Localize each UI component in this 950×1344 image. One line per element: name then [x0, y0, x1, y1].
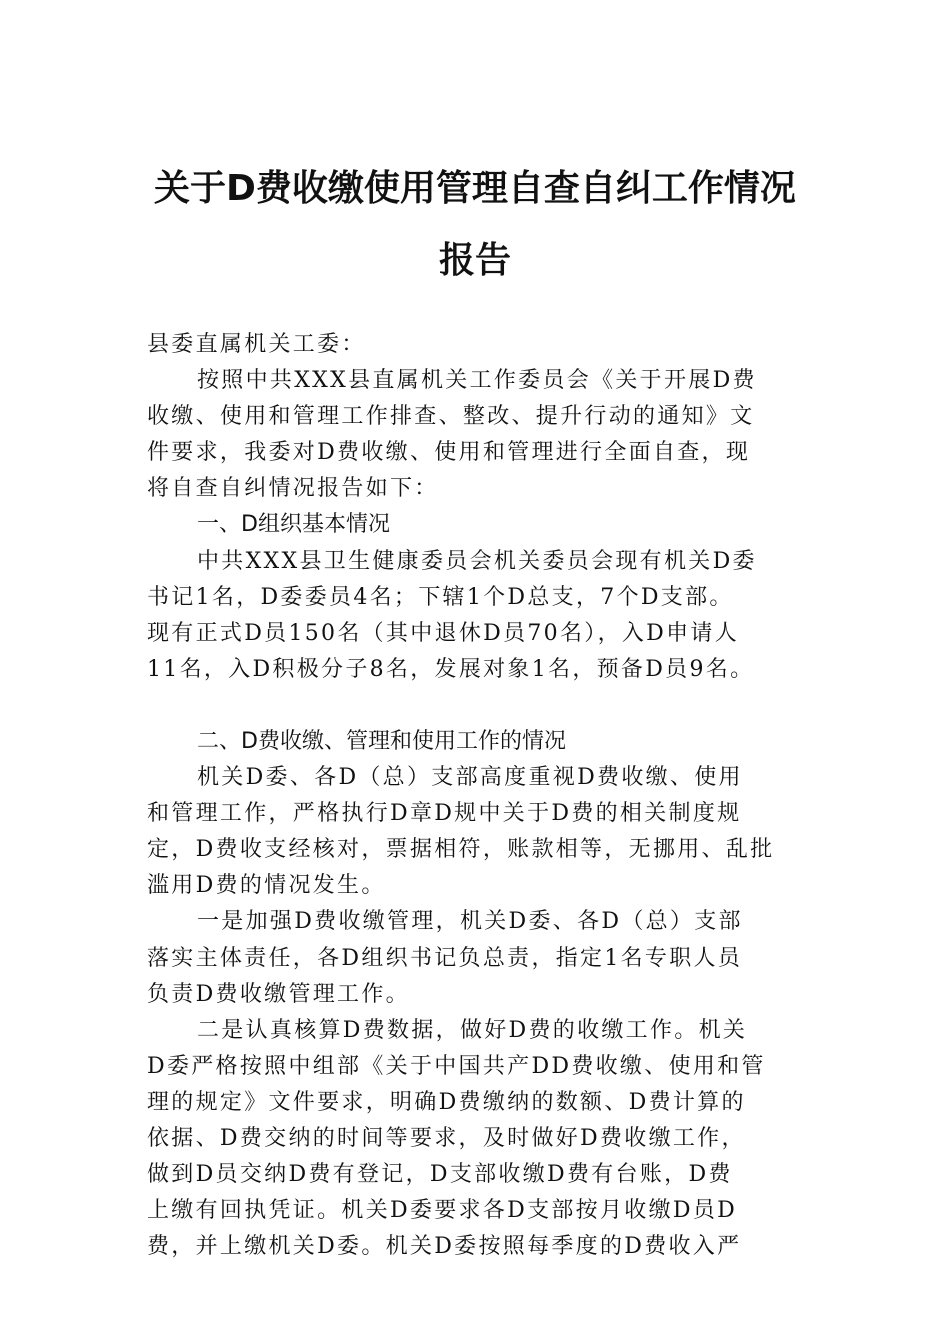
point-2-paragraph-line: 二是认真核算D费数据，做好D费的收缴工作。机关 [197, 1017, 748, 1043]
document-title-line-2: 报告 [438, 240, 511, 281]
section-1-paragraph-line: 现有正式D员150名（其中退休D员70名），入D申请人 [147, 620, 740, 646]
salutation: 县委直属机关工委： [147, 332, 366, 357]
point-2-paragraph-line: D委严格按照中组部《关于中国共产DD费收缴、使用和管 [147, 1053, 766, 1079]
point-2-paragraph-line: 理的规定》文件要求，明确D费缴纳的数额、D费计算的 [147, 1089, 746, 1115]
document-title-line-1: 关于D费收缴使用管理自查自纠工作情况 [154, 168, 796, 209]
point-1-paragraph-line: 一是加强D费收缴管理，机关D委、各D（总）支部 [197, 909, 743, 935]
section-2-paragraph-line: 滥用D费的情况发生。 [147, 873, 386, 899]
intro-paragraph-line: 件要求，我委对D费收缴、使用和管理进行全面自查，现 [147, 440, 751, 466]
section-2-paragraph-line: 机关D委、各D（总）支部高度重视D费收缴、使用 [197, 765, 743, 791]
section-heading-2: 二、D费收缴、管理和使用工作的情况 [197, 728, 566, 754]
document-body [147, 327, 807, 1265]
point-1-paragraph-line: 落实主体责任，各D组织书记负总责，指定1名专职人员 [147, 945, 743, 971]
point-2-paragraph-line: 做到D员交纳D费有登记，D支部收缴D费有台账，D费 [147, 1162, 733, 1188]
section-1-paragraph-line: 11名，入D积极分子8名，发展对象1名，预备D员9名。 [147, 656, 755, 682]
intro-paragraph-line: 按照中共XXX县直属机关工作委员会《关于开展D费 [197, 368, 757, 394]
point-1-paragraph-line: 负责D费收缴管理工作。 [147, 981, 410, 1007]
intro-paragraph-line: 将自查自纠情况报告如下： [147, 476, 439, 502]
point-2-paragraph-line: 依据、D费交纳的时间等要求，及时做好D费收缴工作， [147, 1125, 746, 1151]
section-2-paragraph-line: 和管理工作，严格执行D章D规中关于D费的相关制度规 [147, 801, 742, 827]
section-heading-1: 一、D组织基本情况 [197, 512, 390, 538]
section-1-paragraph-line: 书记1名，D委委员4名；下辖1个D总支，7个D支部。 [147, 584, 734, 610]
paragraph-gap [147, 688, 807, 724]
point-2-paragraph-line: 费，并上缴机关D委。机关D委按照每季度的D费收入严 [147, 1234, 742, 1260]
section-1-paragraph-line: 中共XXX县卫生健康委员会机关委员会现有机关D委 [197, 548, 757, 574]
intro-paragraph-line: 收缴、使用和管理工作排查、整改、提升行动的通知》文 [147, 404, 755, 430]
section-2-paragraph-line: 定，D费收支经核对，票据相符，账款相等，无挪用、乱批 [147, 837, 775, 863]
point-2-paragraph-line: 上缴有回执凭证。机关D委要求各D支部按月收缴D员D [147, 1198, 738, 1224]
